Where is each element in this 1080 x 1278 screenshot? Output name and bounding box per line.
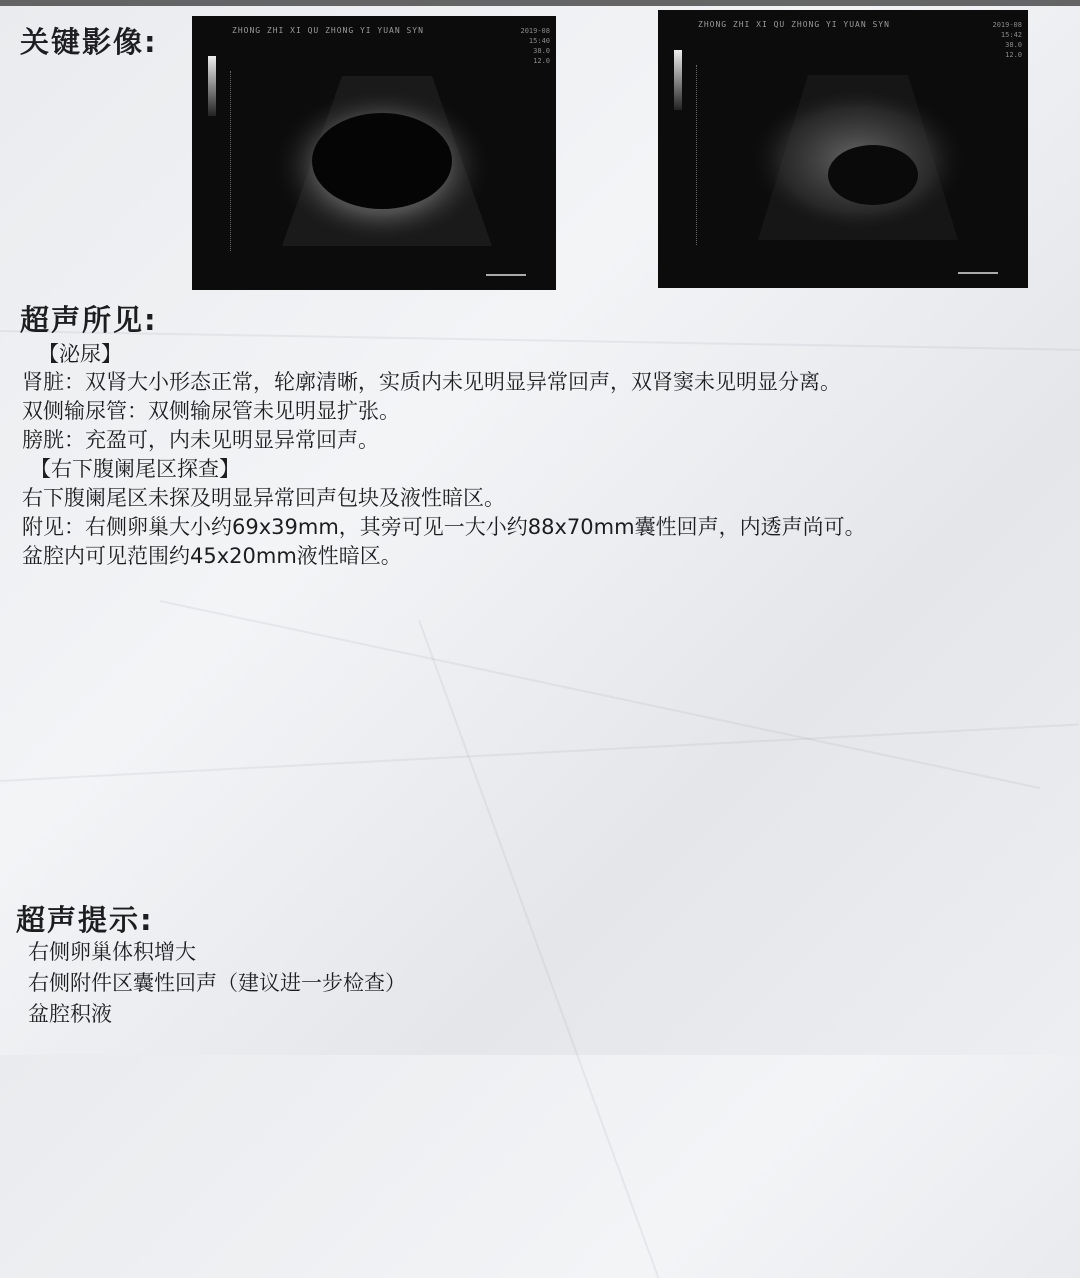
paper-crease (0, 723, 1079, 782)
impression-line: 盆腔积液 (28, 1002, 112, 1026)
scale-bar (486, 274, 526, 276)
findings-line: 右下腹阑尾区未探及明显异常回声包块及液性暗区。 (22, 486, 505, 510)
ultrasound-header: ZHONG ZHI XI QU ZHONG YI YUAN SYN (232, 26, 424, 35)
ultrasound-image-1 (192, 16, 556, 290)
findings-line: 盆腔内可见范围约45x20mm液性暗区。 (22, 544, 402, 568)
paper-crease (0, 330, 1080, 351)
key-images-heading: 关键影像: (20, 25, 158, 59)
ultrasound-image-2 (658, 10, 1028, 288)
findings-line: 膀胱：充盈可，内未见明显异常回声。 (22, 428, 379, 452)
scale-bar (958, 272, 998, 274)
findings-line: 肾脏：双肾大小形态正常，轮廓清晰，实质内未见明显异常回声，双肾窦未见明显分离。 (22, 370, 841, 394)
paper-crease (160, 600, 1041, 789)
findings-line: 双侧输尿管：双侧输尿管未见明显扩张。 (22, 399, 400, 423)
page-top-edge (0, 0, 1080, 6)
ultrasound-scan-2 (658, 10, 1028, 288)
ultrasound-side-info: 2019-08 15:42 38.0 12.0 (992, 21, 1022, 59)
ultrasound-header: ZHONG ZHI XI QU ZHONG YI YUAN SYN (698, 20, 890, 29)
findings-heading: 超声所见: (20, 303, 158, 337)
paper-crease (418, 620, 659, 1278)
impression-line: 右侧卵巢体积增大 (28, 940, 196, 964)
impression-line: 右侧附件区囊性回声（建议进一步检查） (28, 971, 406, 995)
findings-line: 【泌尿】 (38, 342, 122, 366)
findings-line: 【右下腹阑尾区探查】 (30, 457, 240, 481)
impression-heading: 超声提示: (16, 903, 154, 937)
ultrasound-side-info: 2019-08 15:40 38.0 12.0 (520, 27, 550, 65)
ultrasound-scan-1 (192, 16, 556, 290)
findings-line: 附见：右侧卵巢大小约69x39mm，其旁可见一大小约88x70mm囊性回声，内透声尚可。 (22, 515, 866, 539)
